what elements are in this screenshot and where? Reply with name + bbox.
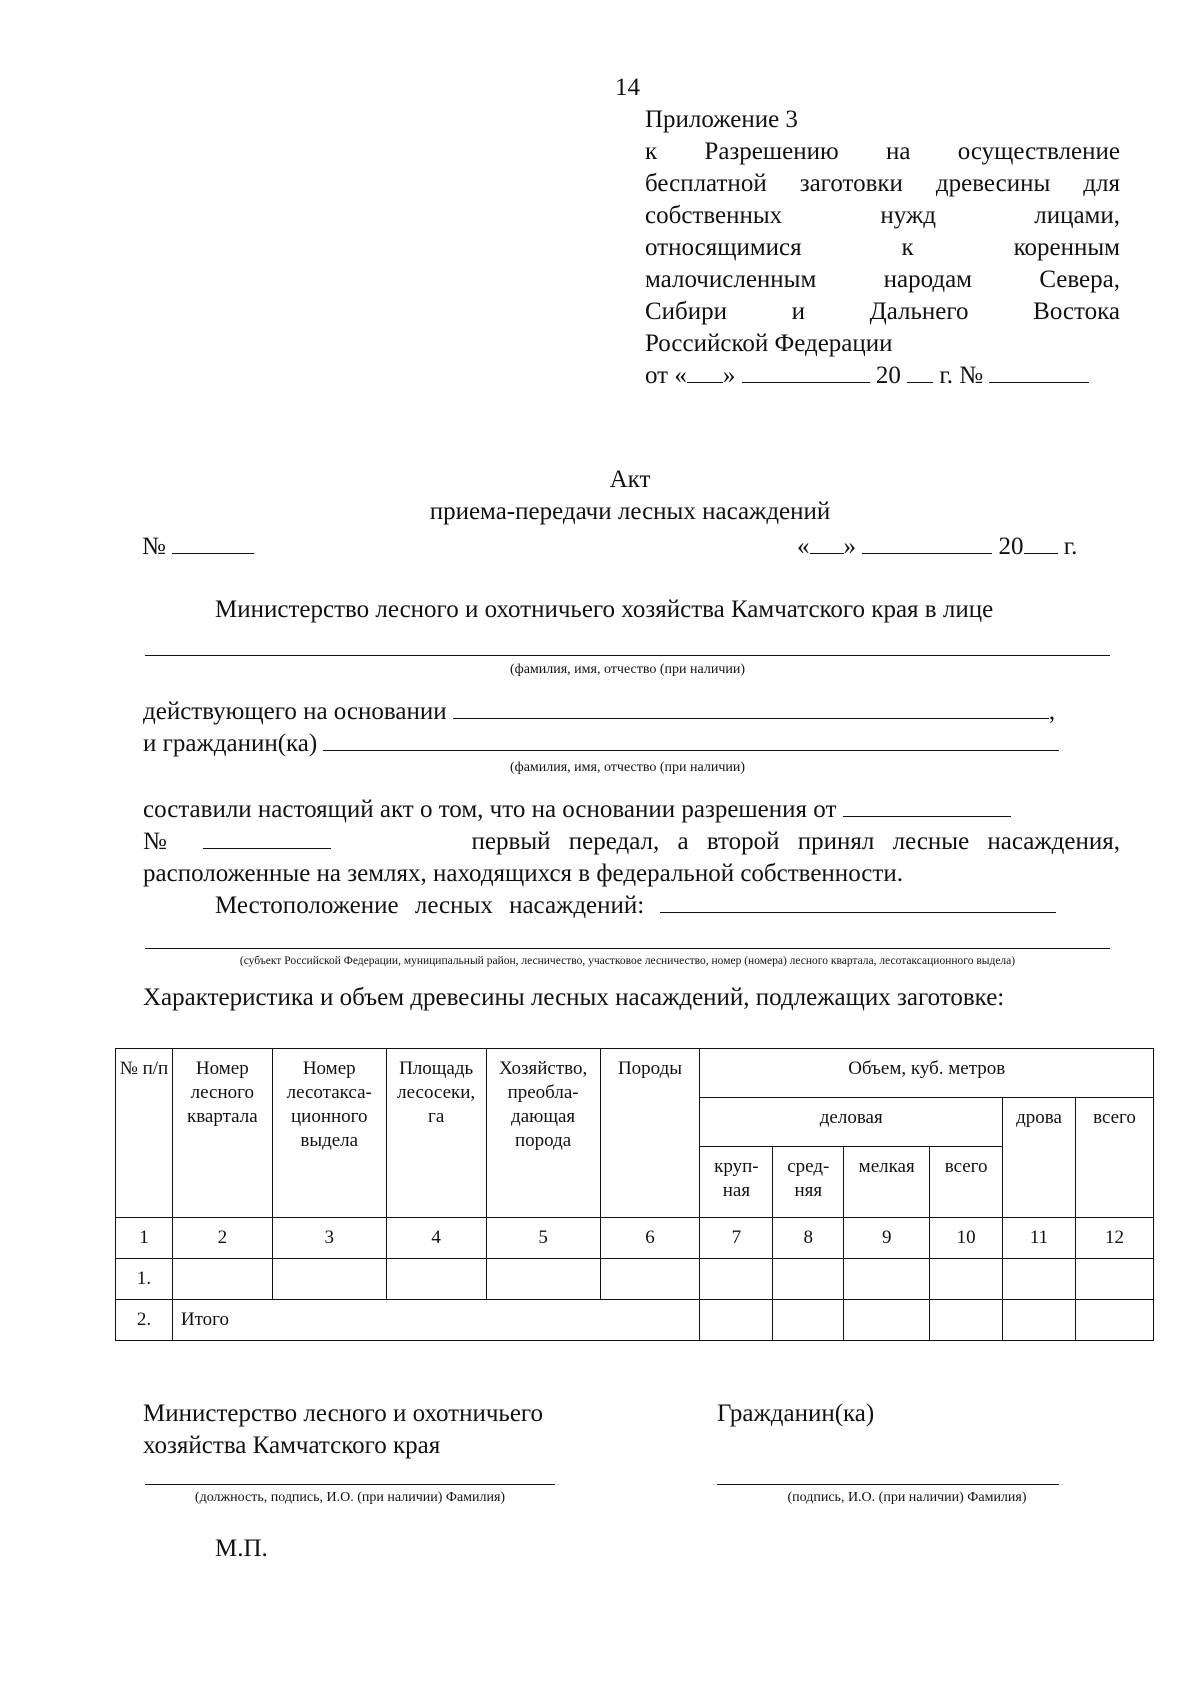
compiled-line: [143, 794, 1011, 826]
appendix-title: Приложение 3: [645, 106, 798, 133]
ministry-line: Министерство лесного и охотничьего хозяйства Камчатского края в лице: [215, 596, 994, 623]
header-firewood: дрова: [1003, 1098, 1076, 1218]
appendix-date-year: 20: [875, 362, 901, 389]
acting-label: действующего на основании: [143, 698, 447, 725]
header-small: мелкая: [844, 1147, 930, 1218]
appendix-number-blank[interactable]: [989, 360, 1089, 383]
act-date: [797, 531, 1077, 563]
table-cell[interactable]: [1075, 1259, 1153, 1300]
table-cell[interactable]: [773, 1259, 844, 1300]
volume-table: [115, 1048, 1154, 1341]
act-year-blank[interactable]: [1024, 531, 1058, 554]
appendix-date-line: [645, 360, 1120, 392]
ministry-signature-line1: Министерство лесного и охотничьего: [143, 1400, 544, 1427]
permit-date-field[interactable]: [843, 794, 1011, 817]
header-num: № п/п: [116, 1049, 173, 1218]
appendix-date-prefix: от «: [645, 362, 687, 389]
table-cell[interactable]: [773, 1300, 844, 1341]
appendix-date-suffix: г. №: [939, 362, 984, 389]
location-line: [215, 890, 1056, 922]
table-cell[interactable]: [700, 1259, 773, 1300]
citizen-name-field[interactable]: [323, 728, 1059, 751]
col-number: 11: [1003, 1218, 1076, 1259]
table-cell[interactable]: [930, 1300, 1003, 1341]
appendix-line-1: к Разрешению на осуществление: [645, 138, 1120, 165]
acting-basis-line: [143, 696, 1055, 728]
appendix-line-5: малочисленным народам Севера,: [645, 266, 1120, 293]
ministry-signature-caption: (должность, подпись, И.О. (при наличии) Фамилия): [194, 1490, 506, 1505]
ministry-signature-block: [143, 1398, 543, 1462]
table-cell[interactable]: [1003, 1300, 1076, 1341]
acting-comma: ,: [1048, 698, 1056, 725]
table-row-total: [116, 1300, 1154, 1341]
citizen-line: [143, 728, 1059, 760]
citizen-signature-title: Гражданин(ка): [717, 1400, 875, 1427]
row-num: 2.: [116, 1300, 173, 1341]
act-date-suffix: г.: [1063, 533, 1078, 560]
header-medium: сред-няя: [773, 1147, 844, 1218]
row-num: 1.: [116, 1259, 173, 1300]
table-cell[interactable]: [844, 1300, 930, 1341]
table-cell[interactable]: [272, 1259, 386, 1300]
col-number: 1: [116, 1218, 173, 1259]
transfer-text: первый передал, а второй принял лесные насаждения,: [471, 828, 1120, 855]
appendix-year-blank[interactable]: [907, 360, 933, 383]
col-number: 7: [700, 1218, 773, 1259]
appendix-line-6: Сибири и Дальнего Востока: [645, 298, 1120, 325]
header-total: всего: [1075, 1098, 1153, 1218]
appendix-line-2: бесплатной заготовки древесины для: [645, 170, 1120, 197]
permit-number-field[interactable]: [203, 826, 331, 849]
act-title: Акт: [609, 466, 651, 493]
citizen-label: и гражданин(ка): [143, 730, 318, 757]
land-line: расположенные на землях, находящихся в федеральной собственности.: [143, 860, 903, 887]
location-label: Местоположение лесных насаждений:: [215, 892, 645, 919]
fio-caption-1: (фамилия, имя, отчество (при наличии): [509, 662, 746, 677]
location-field-2[interactable]: [145, 948, 1110, 949]
characteristics-line: Характеристика и объем древесины лесных насаждений, подлежащих заготовке:: [143, 984, 1005, 1011]
col-number: 9: [844, 1218, 930, 1259]
col-number: 4: [386, 1218, 486, 1259]
header-area: Площадь лесосеки, га: [386, 1049, 486, 1218]
act-number-label: №: [142, 533, 166, 560]
appendix-block: [645, 104, 1120, 392]
location-caption: (субъект Российской Федерации, муниципальный район, лесничество, участковое лесничество, номер (номера) лесного квартала, лесотаксационного выдела): [239, 955, 1016, 967]
appendix-line-4: относящимися к коренным: [645, 234, 1120, 261]
location-field[interactable]: [660, 890, 1056, 913]
table-cell[interactable]: [844, 1259, 930, 1300]
act-date-open: «: [797, 533, 810, 560]
transfer-line: [143, 826, 1120, 858]
act-date-year: 20: [998, 533, 1024, 560]
acting-basis-field[interactable]: [453, 696, 1049, 719]
table-cell[interactable]: [700, 1300, 773, 1341]
citizen-signature-field[interactable]: [717, 1484, 1059, 1485]
header-large: круп-ная: [700, 1147, 773, 1218]
page-number: 14: [615, 74, 640, 101]
act-month-blank[interactable]: [862, 531, 992, 554]
col-number: 8: [773, 1218, 844, 1259]
header-volume: Объем, куб. метров: [700, 1049, 1154, 1098]
table-cell[interactable]: [1003, 1259, 1076, 1300]
appendix-date-mid: »: [722, 362, 736, 389]
col-number: 3: [272, 1218, 386, 1259]
header-subtotal: всего: [930, 1147, 1003, 1218]
ministry-signature-field[interactable]: [145, 1484, 555, 1485]
act-subtitle: приема-передачи лесных насаждений: [429, 498, 831, 525]
col-number: 6: [600, 1218, 700, 1259]
act-number: [142, 531, 254, 563]
table-cell[interactable]: [600, 1259, 700, 1300]
header-species: Породы: [600, 1049, 700, 1218]
appendix-day-blank[interactable]: [687, 360, 723, 383]
appendix-last-line: Российской Федерации: [645, 330, 893, 357]
header-business: деловая: [700, 1098, 1003, 1147]
table-cell[interactable]: [172, 1259, 272, 1300]
col-number: 2: [172, 1218, 272, 1259]
fio-caption-2: (фамилия, имя, отчество (при наличии): [509, 760, 746, 775]
appendix-line-3: собственных нужд лицами,: [645, 202, 1120, 229]
appendix-month-blank[interactable]: [742, 360, 870, 383]
seal-label: М.П.: [215, 1535, 268, 1562]
citizen-signature-caption: (подпись, И.О. (при наличии) Фамилия): [787, 1490, 1027, 1505]
table-cell[interactable]: [1075, 1300, 1153, 1341]
col-number: 10: [930, 1218, 1003, 1259]
table-cell[interactable]: [486, 1259, 600, 1300]
total-label: Итого: [172, 1300, 700, 1341]
table-cell[interactable]: [386, 1259, 486, 1300]
act-number-blank[interactable]: [172, 531, 254, 554]
header-quarter: Номер лесного квартала: [172, 1049, 272, 1218]
representative-name-field[interactable]: [145, 655, 1110, 656]
col-number: 12: [1075, 1218, 1153, 1259]
table-row: [116, 1259, 1154, 1300]
permit-number-sign: №: [143, 828, 167, 855]
header-allotment: Номер лесотакса-ционного выдела: [272, 1049, 386, 1218]
header-economy: Хозяйство, преобла-дающая порода: [486, 1049, 600, 1218]
col-number: 5: [486, 1218, 600, 1259]
ministry-signature-line2: хозяйства Камчатского края: [143, 1432, 441, 1459]
compiled-text: составили настоящий акт о том, что на основании разрешения от: [143, 796, 837, 823]
table-cell[interactable]: [930, 1259, 1003, 1300]
act-date-close: »: [843, 533, 856, 560]
act-day-blank[interactable]: [810, 531, 844, 554]
